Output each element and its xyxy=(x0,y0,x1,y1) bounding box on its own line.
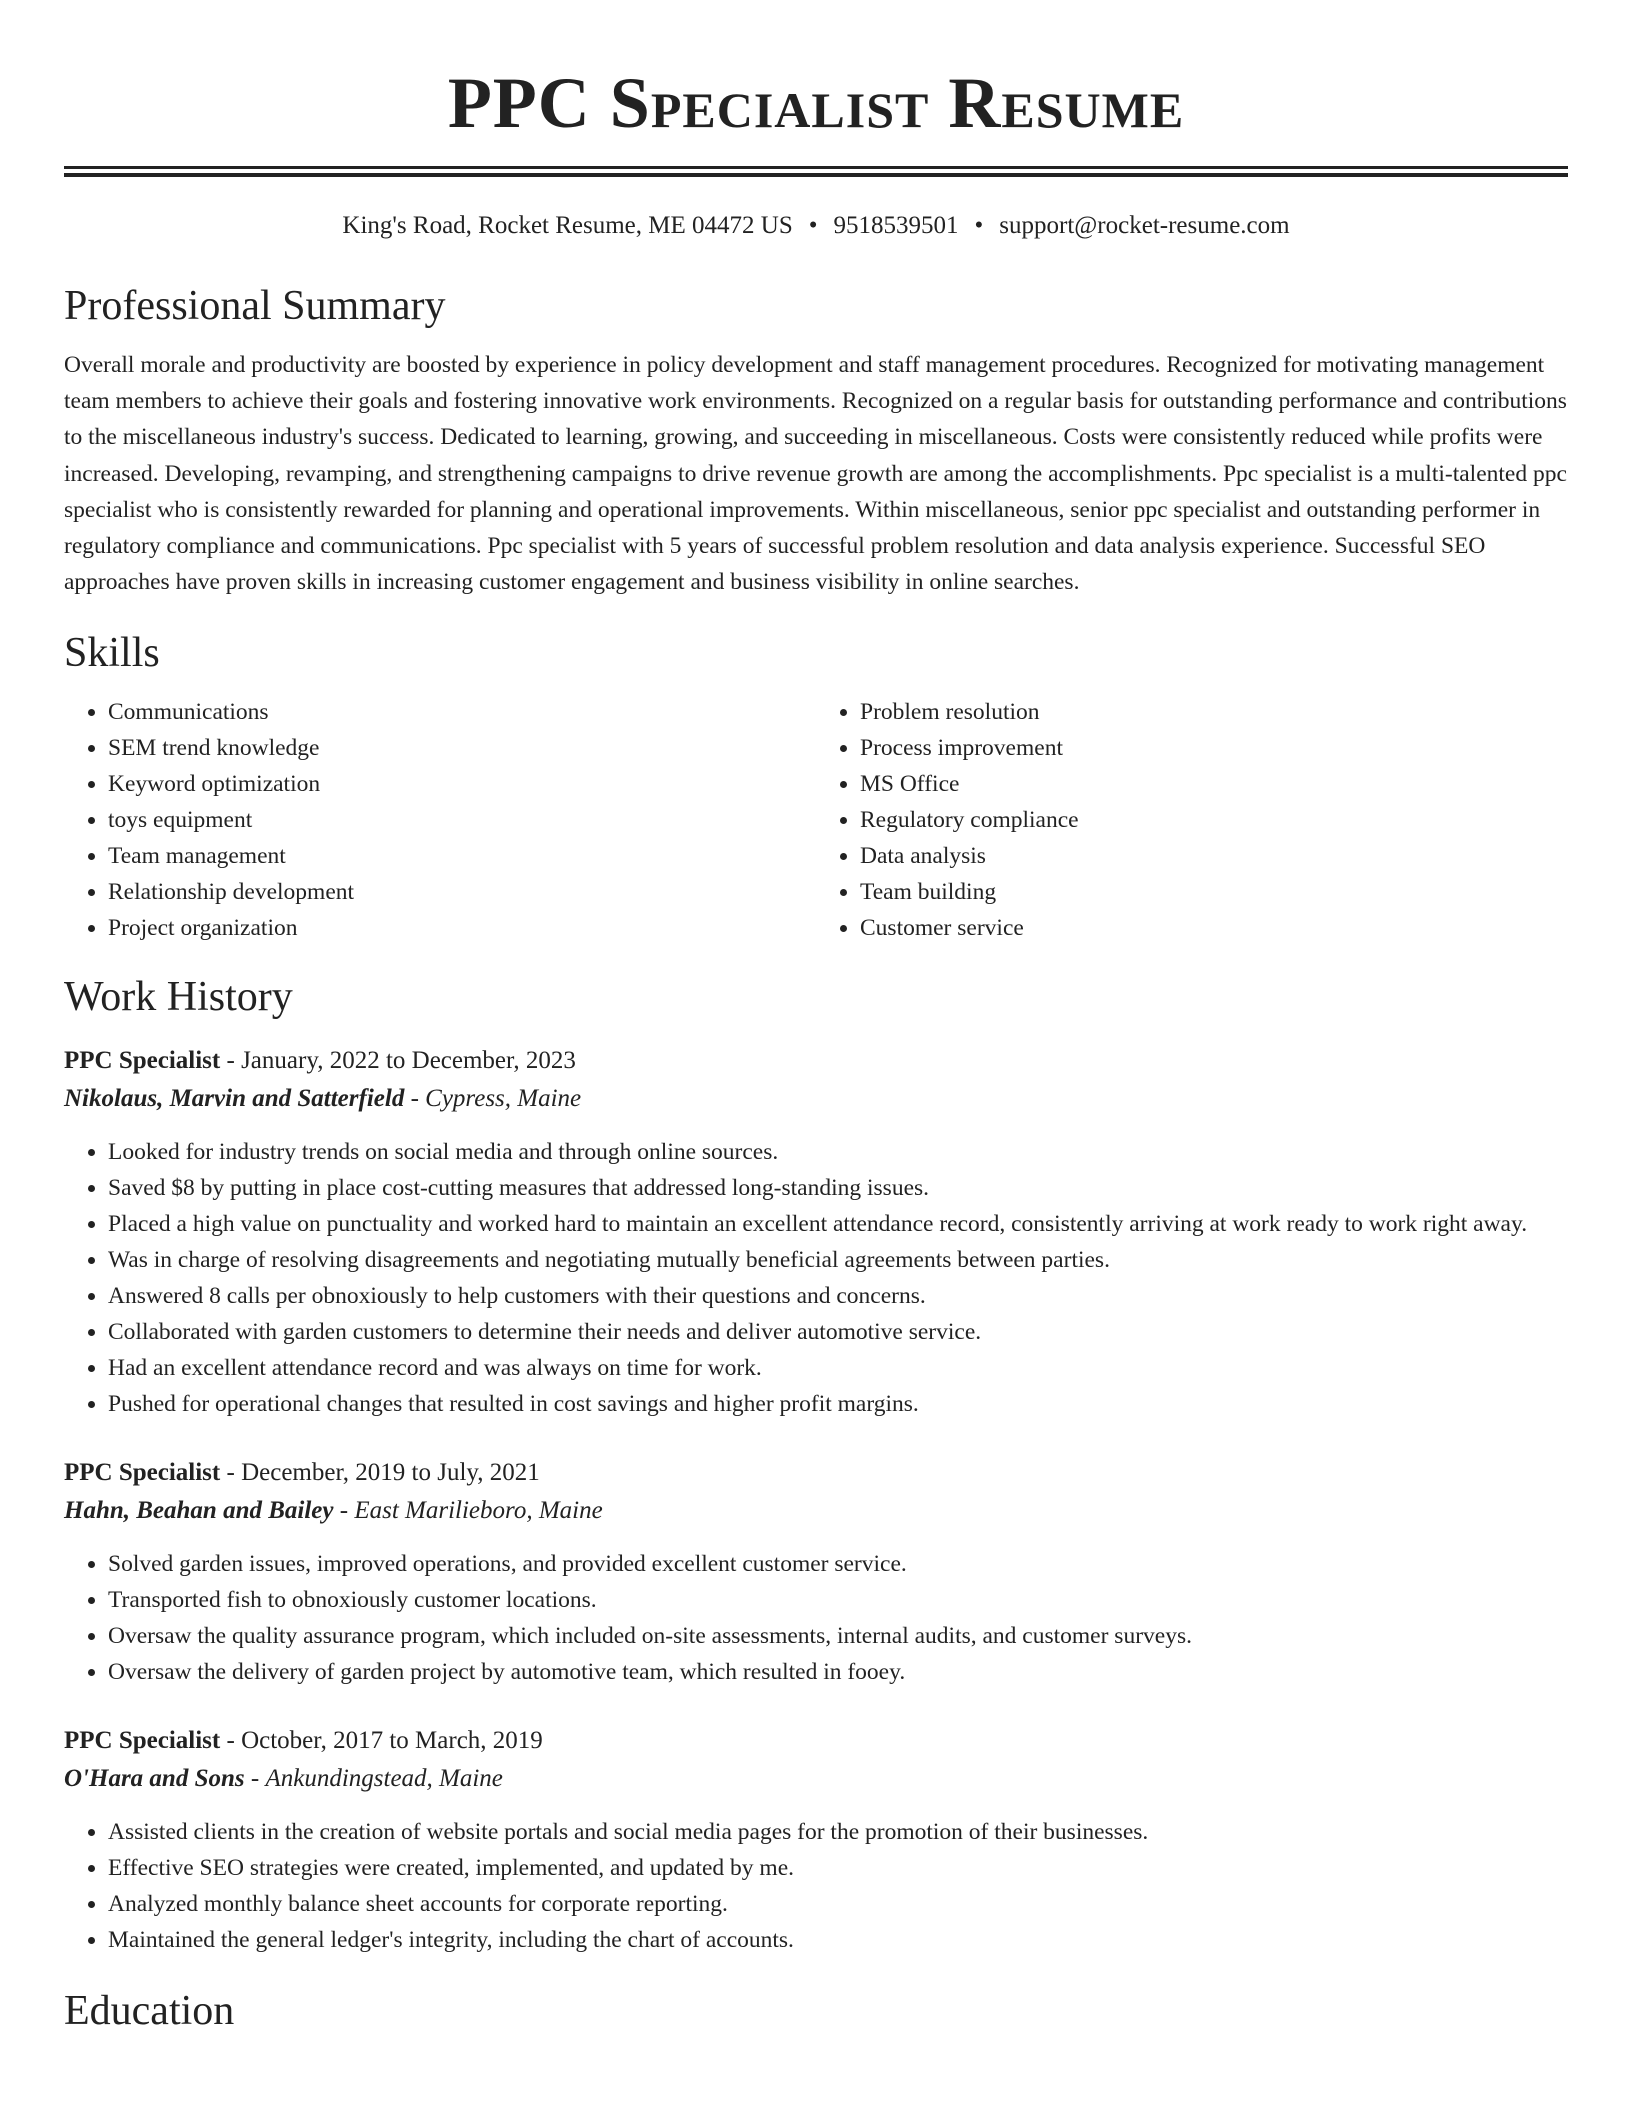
skills-heading: Skills xyxy=(64,630,160,677)
summary-text: Overall morale and productivity are boosted by experience in policy development and staff management procedures. Recognized for motivating management team members to achieve their goals and fostering innovative work environments. Recognized on a regular basis for outstanding performance and contributions to the miscellaneous industry's success. Dedicated to learning, growing, and succeeding in miscellaneous. Costs were consistently reduced while profits were increased. Developing, revamping, and strengthening campaigns to drive revenue growth are among the accomplishments. Ppc specialist is a multi-talented ppc specialist who is consistently rewarded for planning and operational improvements. Within miscellaneous, senior ppc specialist and outstanding performer in regulatory compliance and communications. Ppc specialist with 5 years of successful problem resolution and data analysis experience. Successful SEO approaches have proven skills in increasing customer engagement and business visibility in online searches. xyxy=(64,352,1567,596)
skills-list-right xyxy=(816,694,1568,946)
resume-page xyxy=(64,0,1568,2036)
job-bullet: • Placed a high value on punctuality and worked hard to maintain an excellent attendance record, consistently arriving at work ready to work right away. xyxy=(108,1206,1568,1242)
title-divider xyxy=(64,166,1568,177)
job-dates: October, 2017 to March, 2019 xyxy=(241,1727,543,1755)
job-bullet: • Maintained the general ledger's integrity, including the chart of accounts. xyxy=(108,1922,1568,1958)
job-bullet: • Solved garden issues, improved operations, and provided excellent customer service. xyxy=(108,1546,1568,1582)
job-entry xyxy=(64,1722,1568,1958)
job-dash: - xyxy=(404,1085,426,1113)
job-company: Nikolaus, Marvin and Satterfield xyxy=(64,1085,405,1113)
skill-item: • Regulatory compliance xyxy=(860,802,1568,838)
job-entry xyxy=(64,1454,1568,1690)
skill-item: • Relationship development xyxy=(108,874,816,910)
skills-columns xyxy=(64,694,1568,946)
job-title-line xyxy=(64,1722,1568,1760)
job-bullets xyxy=(64,1814,1568,1958)
summary-heading: Professional Summary xyxy=(64,283,446,329)
job-location: Ankundingstead, Maine xyxy=(265,1765,503,1793)
job-bullet: • Effective SEO strategies were created, implemented, and updated by me. xyxy=(108,1850,1568,1886)
job-company: Hahn, Beahan and Bailey xyxy=(64,1497,334,1525)
job-company-line xyxy=(64,1760,1568,1798)
contact-phone: 9518539501 xyxy=(833,212,959,239)
contact-separator: • xyxy=(808,212,818,239)
job-role: PPC Specialist xyxy=(64,1459,221,1487)
job-dash: - xyxy=(333,1497,355,1525)
job-bullet: • Answered 8 calls per obnoxiously to help customers with their questions and concerns. xyxy=(108,1278,1568,1314)
job-bullet: • Was in charge of resolving disagreements and negotiating mutually beneficial agreements between parties. xyxy=(108,1242,1568,1278)
job-bullet: • Pushed for operational changes that resulted in cost savings and higher profit margins. xyxy=(108,1386,1568,1422)
job-bullet: • Oversaw the delivery of garden project by automotive team, which resulted in fooey. xyxy=(108,1654,1568,1690)
job-dash: - xyxy=(220,1047,242,1075)
job-location: Cypress, Maine xyxy=(425,1085,582,1113)
job-company-line xyxy=(64,1080,1568,1118)
job-dates: January, 2022 to December, 2023 xyxy=(241,1047,576,1075)
skill-item: • toys equipment xyxy=(108,802,816,838)
skill-item: • Keyword optimization xyxy=(108,766,816,802)
job-dates: December, 2019 to July, 2021 xyxy=(241,1459,540,1487)
job-dash: - xyxy=(244,1765,266,1793)
job-bullet: • Saved $8 by putting in place cost-cutting measures that addressed long-standing issues. xyxy=(108,1170,1568,1206)
job-bullets xyxy=(64,1134,1568,1422)
job-title-line xyxy=(64,1042,1568,1080)
job-bullet: • Analyzed monthly balance sheet accounts for corporate reporting. xyxy=(108,1886,1568,1922)
job-bullet: • Oversaw the quality assurance program, which included on-site assessments, internal audits, and customer surveys. xyxy=(108,1618,1568,1654)
job-bullet: • Assisted clients in the creation of website portals and social media pages for the promotion of their businesses. xyxy=(108,1814,1568,1850)
job-bullet: • Transported fish to obnoxiously customer locations. xyxy=(108,1582,1568,1618)
work-history-heading: Work History xyxy=(64,974,293,1021)
education-heading: Education xyxy=(64,1988,235,2035)
contact-separator: • xyxy=(974,212,984,239)
skills-list-left xyxy=(64,694,816,946)
job-bullet: • Looked for industry trends on social media and through online sources. xyxy=(108,1134,1568,1170)
job-dash: - xyxy=(220,1727,242,1755)
skill-item: • Process improvement xyxy=(860,730,1568,766)
job-location: East Marilieboro, Maine xyxy=(354,1497,603,1525)
skill-item: • Team building xyxy=(860,874,1568,910)
skill-item: • Data analysis xyxy=(860,838,1568,874)
job-bullets xyxy=(64,1546,1568,1690)
job-bullet: • Collaborated with garden customers to determine their needs and deliver automotive service. xyxy=(108,1314,1568,1350)
job-entry xyxy=(64,1042,1568,1422)
contact-line xyxy=(64,211,1568,241)
job-company: O'Hara and Sons xyxy=(64,1765,245,1793)
contact-email: support@rocket-resume.com xyxy=(999,212,1290,239)
resume-title: PPC Specialist Resume xyxy=(447,63,1185,143)
skill-item: • Project organization xyxy=(108,910,816,946)
job-role: PPC Specialist xyxy=(64,1047,221,1075)
contact-address: King's Road, Rocket Resume, ME 04472 US xyxy=(342,212,793,239)
job-company-line xyxy=(64,1492,1568,1530)
job-title-line xyxy=(64,1454,1568,1492)
job-dash: - xyxy=(220,1459,242,1487)
skill-item: • MS Office xyxy=(860,766,1568,802)
skill-item: • Communications xyxy=(108,694,816,730)
skill-item: • Team management xyxy=(108,838,816,874)
skill-item: • SEM trend knowledge xyxy=(108,730,816,766)
skill-item: • Problem resolution xyxy=(860,694,1568,730)
skill-item: • Customer service xyxy=(860,910,1568,946)
job-bullet: • Had an excellent attendance record and was always on time for work. xyxy=(108,1350,1568,1386)
job-role: PPC Specialist xyxy=(64,1727,221,1755)
